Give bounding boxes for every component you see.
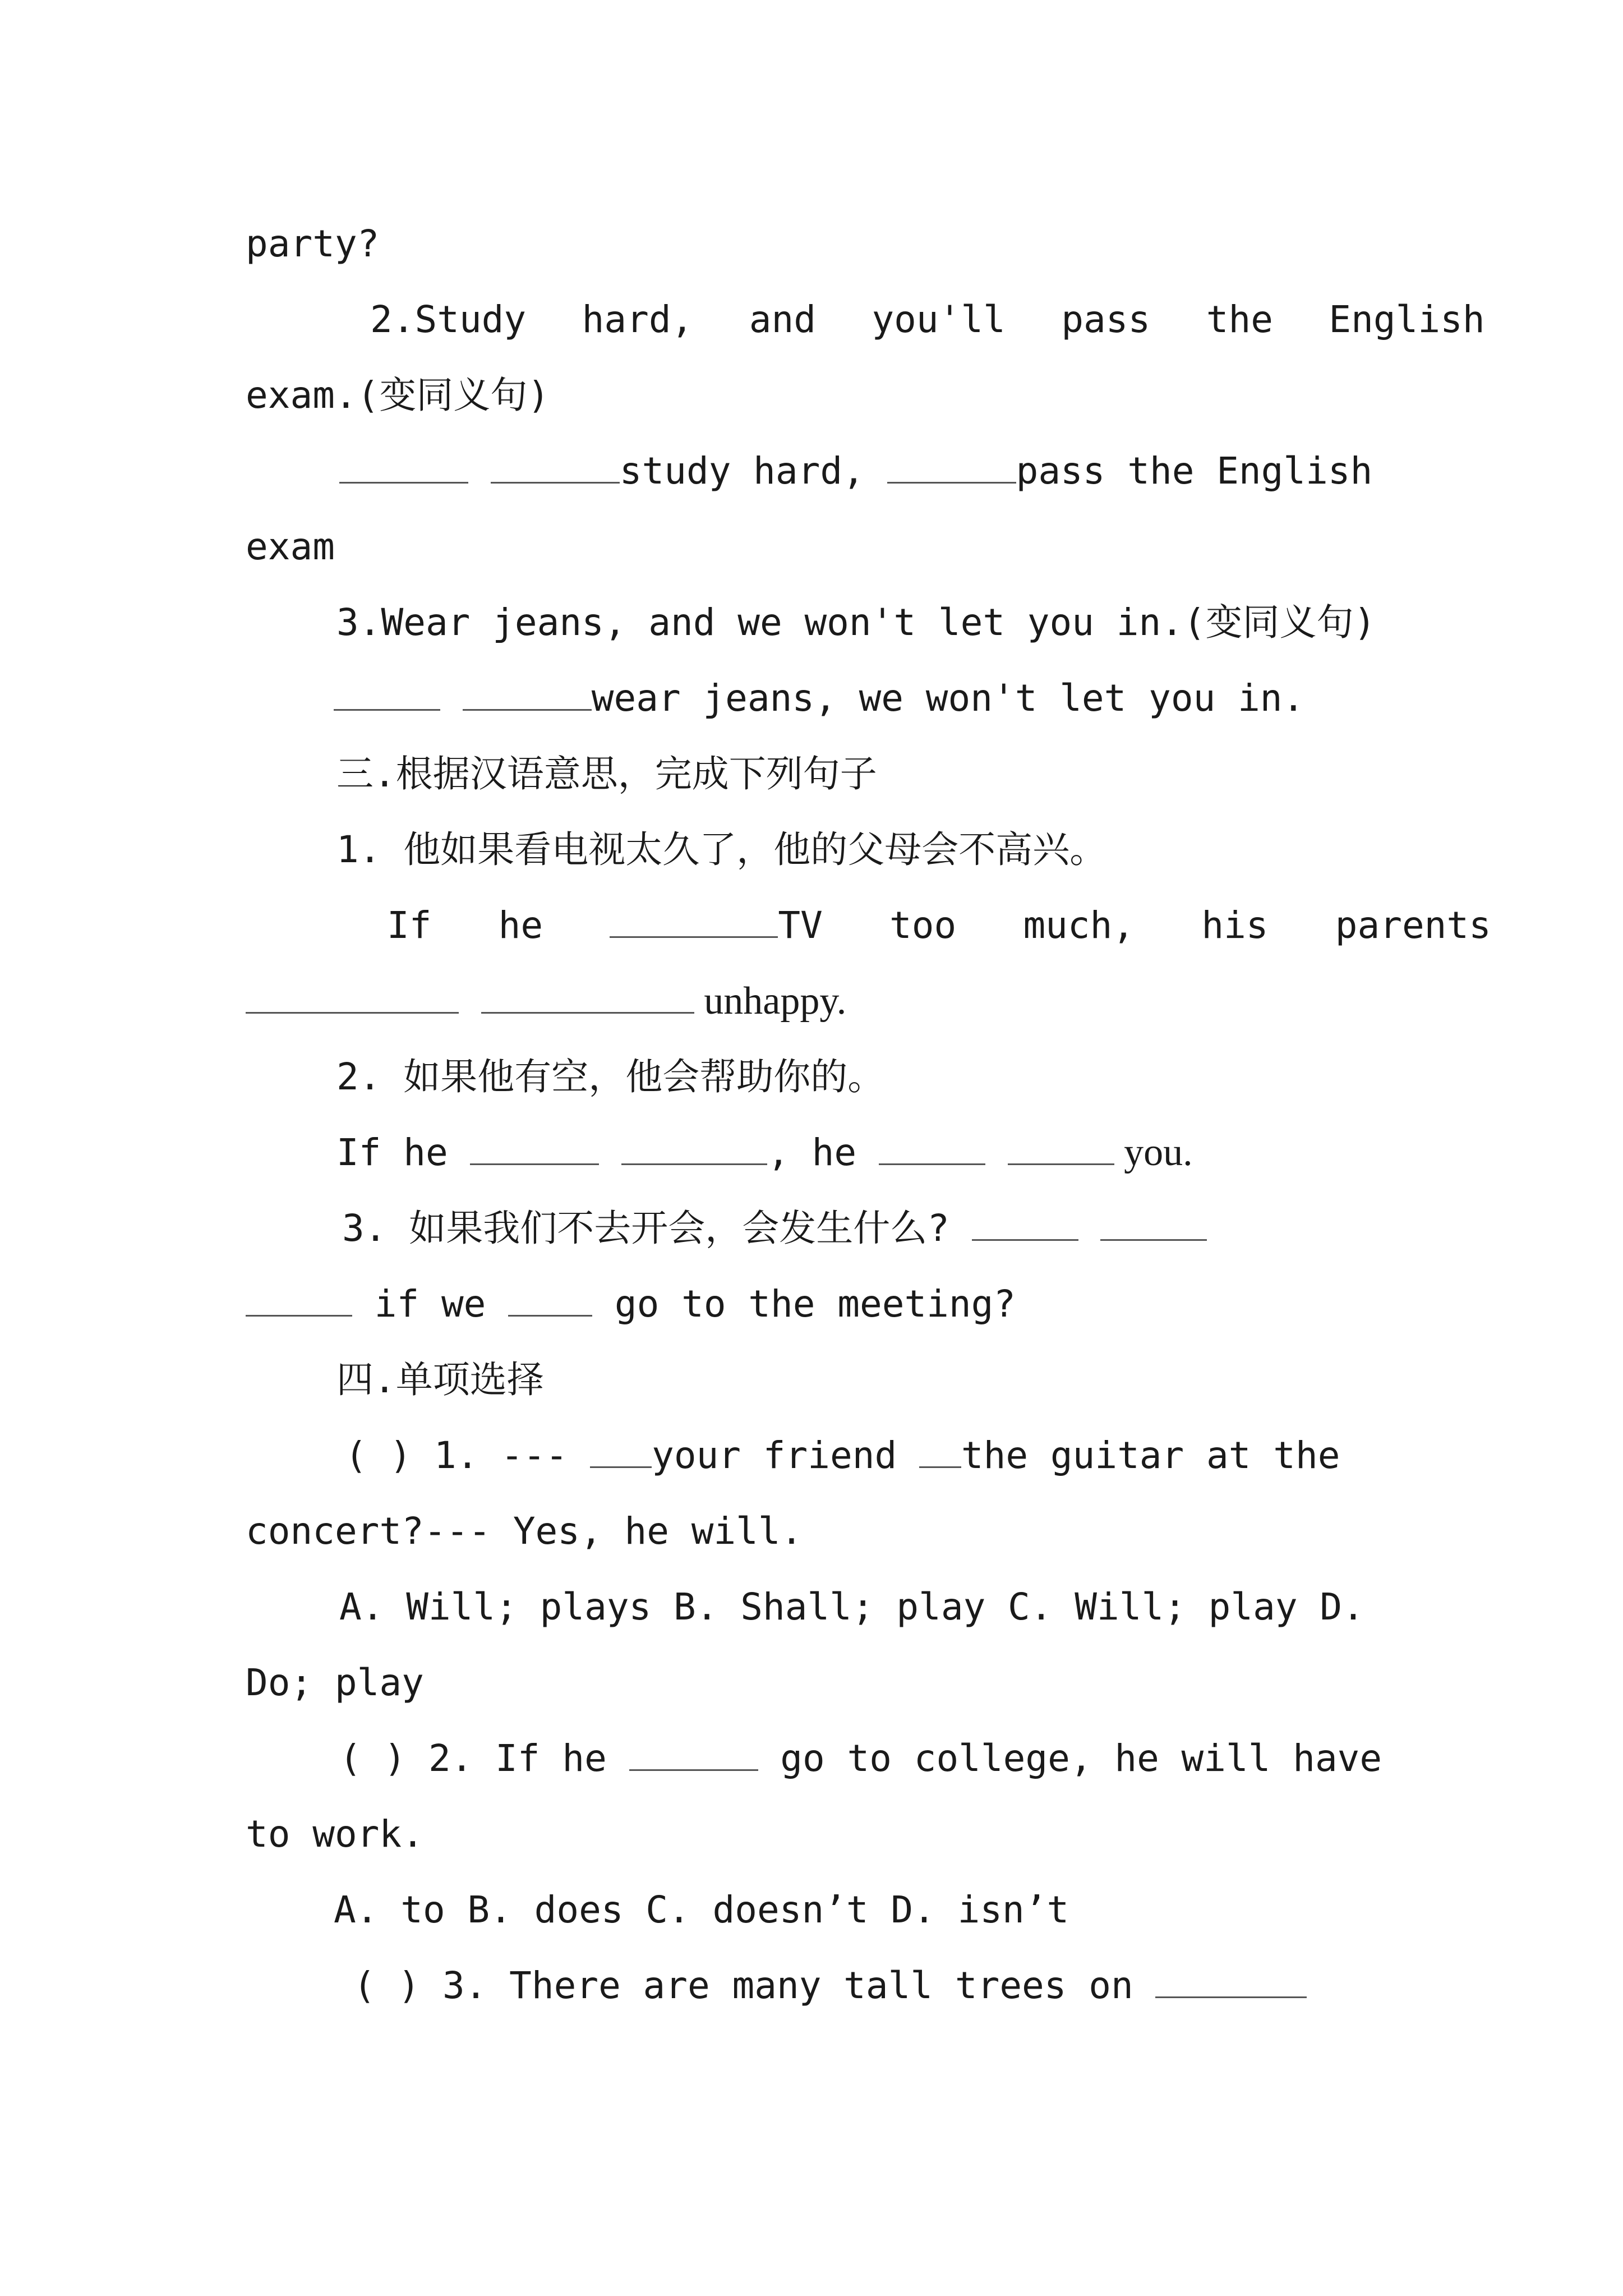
- answer-blank[interactable]: [463, 678, 592, 711]
- question-3-chinese: [342, 1206, 1207, 1251]
- question-text: 2.Study hard, and you'll pass the English: [370, 298, 1485, 341]
- answer-line: [334, 676, 1304, 721]
- question-text: if we: [352, 1282, 509, 1326]
- question-text: 3.Wear jeans, and we won't let you in.(变同义句): [336, 601, 1376, 644]
- answer-blank[interactable]: [334, 678, 440, 711]
- answer-blank[interactable]: [621, 1132, 767, 1165]
- question-text: TV too much, his parents: [778, 904, 1491, 947]
- mc-question-3: [353, 1963, 1307, 2008]
- question-text: the guitar at the: [961, 1434, 1340, 1477]
- question-2-chinese: [336, 1055, 884, 1099]
- heading-text: 四.单项选择: [336, 1358, 544, 1401]
- answer-text: pass the English: [1016, 449, 1373, 493]
- answer-line: [246, 979, 846, 1024]
- answer-blank[interactable]: [491, 450, 620, 484]
- mc-question-2: [339, 1736, 1382, 1781]
- question-text: If he: [387, 904, 610, 947]
- question-text: party?: [246, 222, 380, 265]
- answer-blank[interactable]: [610, 905, 778, 938]
- question-text: exam.(变同义句): [246, 374, 550, 417]
- answer-blank[interactable]: [246, 1283, 352, 1317]
- text-line: [246, 1812, 424, 1857]
- answer-blank[interactable]: [246, 981, 459, 1014]
- question-2-english: [336, 1130, 1193, 1175]
- heading-text: 三.根据汉语意思，完成下列句子: [336, 752, 877, 795]
- options-text: Do; play: [246, 1661, 424, 1704]
- answer-blank[interactable]: [972, 1208, 1078, 1241]
- text-line: [246, 373, 550, 418]
- options-text: A. to B. does C. doesn’t D. isn’t: [334, 1888, 1069, 1931]
- text-line: [246, 1509, 803, 1554]
- mc-options-2: [334, 1888, 1069, 1932]
- question-text: you.: [1114, 1131, 1193, 1174]
- answer-blank[interactable]: [629, 1738, 758, 1771]
- answer-blank[interactable]: [1008, 1132, 1114, 1165]
- answer-blank[interactable]: [887, 450, 1016, 484]
- question-text: your friend: [652, 1434, 919, 1477]
- question-text: go to college, he will have: [758, 1737, 1382, 1780]
- mc-question-1: [345, 1433, 1340, 1478]
- answer-blank[interactable]: [508, 1283, 592, 1317]
- question-text: 1. 他如果看电视太久了，他的父母会不高兴。: [336, 828, 1107, 871]
- question-text: concert?--- Yes, he will.: [246, 1510, 803, 1553]
- question-text: , he: [767, 1131, 879, 1174]
- answer-text: exam: [246, 525, 335, 568]
- answer-line: [339, 449, 1372, 494]
- answer-blank[interactable]: [919, 1435, 961, 1468]
- question-text: go to the meeting?: [592, 1282, 1016, 1326]
- answer-blank[interactable]: [339, 450, 468, 484]
- question-2: [370, 297, 1485, 342]
- question-text: unhappy.: [694, 979, 847, 1023]
- question-text: 3. 如果我们不去开会，会发生什么?: [342, 1207, 949, 1250]
- answer-blank[interactable]: [1155, 1965, 1307, 1998]
- question-text: 2. 如果他有空，他会帮助你的。: [336, 1055, 885, 1098]
- answer-text: wear jeans, we won't let you in.: [591, 677, 1305, 720]
- question-3-english: [246, 1282, 1016, 1327]
- text-line: [246, 1660, 424, 1705]
- section-heading: [336, 1358, 544, 1402]
- answer-blank[interactable]: [470, 1132, 599, 1165]
- question-text: ( ) 3. There are many tall trees on: [353, 1964, 1156, 2007]
- question-1-english: [387, 903, 1491, 948]
- question-text: to work.: [246, 1812, 424, 1856]
- options-text: A. Will; plays B. Shall; play C. Will; play D.: [339, 1585, 1364, 1628]
- section-heading: [336, 752, 877, 797]
- question-text: ( ) 2. If he: [339, 1737, 629, 1780]
- text-line: [246, 524, 335, 569]
- question-text: ( ) 1. ---: [345, 1434, 591, 1477]
- question-3: [336, 600, 1376, 645]
- mc-options-1: [339, 1585, 1364, 1630]
- text-line: [246, 222, 379, 266]
- answer-blank[interactable]: [1100, 1208, 1207, 1241]
- question-text: If he: [336, 1131, 471, 1174]
- answer-blank[interactable]: [590, 1435, 652, 1468]
- answer-blank[interactable]: [481, 981, 694, 1014]
- answer-blank[interactable]: [879, 1132, 985, 1165]
- answer-text: study hard,: [619, 449, 887, 493]
- question-1-chinese: [336, 827, 1106, 872]
